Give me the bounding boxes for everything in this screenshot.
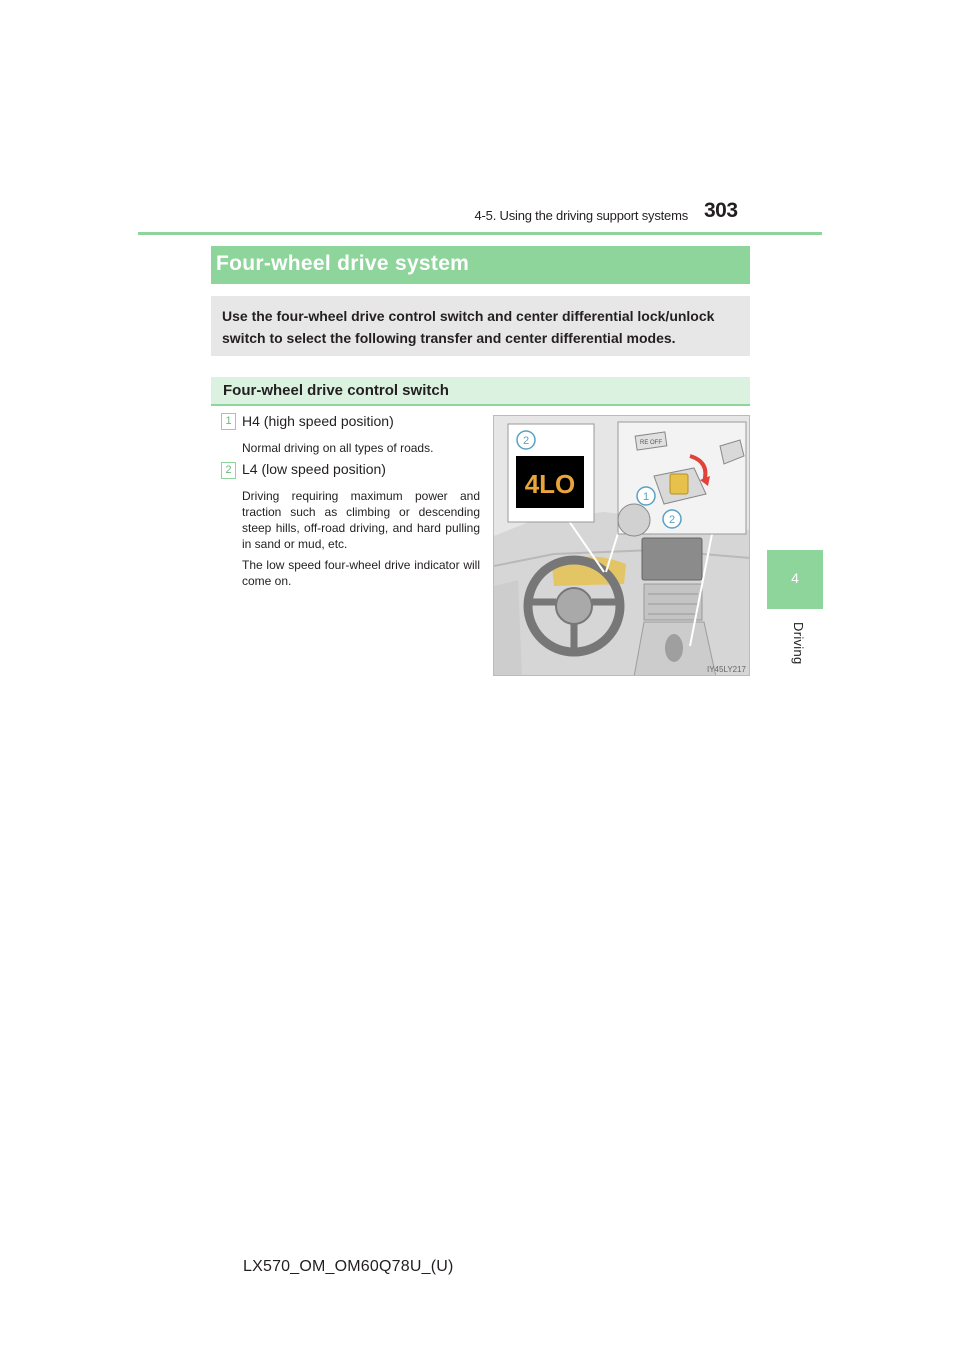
section-title: 4-5. Using the driving support systems <box>474 208 688 223</box>
chapter-label: Driving <box>791 622 806 665</box>
title-band <box>211 246 750 284</box>
footer-model-code: LX570_OM_OM60Q78U_(U) <box>243 1258 454 1275</box>
item-description-2: Driving requiring maximum power and traction such as climbing or descending steep hills, off-road driving, and hard pulling in sand or mud, etc. <box>242 489 480 551</box>
chapter-number: 4 <box>791 570 799 586</box>
illustration-art <box>494 416 750 676</box>
item-label-2: L4 (low speed position) <box>242 461 386 477</box>
intro-text: Use the four-wheel drive control switch and center differential lock/unlock switch to select the following transfer and center differential modes. <box>222 308 715 346</box>
subheading: Four-wheel drive control switch <box>223 382 449 399</box>
intro-box <box>211 296 750 356</box>
page-number: 303 <box>704 199 738 222</box>
figure-code: IY45LY217 <box>707 665 746 674</box>
header-rule <box>138 232 822 235</box>
item-description-1: Normal driving on all types of roads. <box>242 441 434 455</box>
item-number-1: 1 <box>221 413 236 430</box>
indicator-4lo-text: 4LO <box>524 469 576 499</box>
item-label-1: H4 (high speed position) <box>242 413 394 429</box>
item-note-2: The low speed four-wheel drive indicator will come on. <box>242 558 480 588</box>
page-title: Four-wheel drive system <box>216 252 470 275</box>
subheading-band <box>211 377 750 406</box>
callout-1-switch: 1 <box>642 491 650 503</box>
callout-2-indicator: 2 <box>522 435 530 447</box>
item-number-2: 2 <box>221 462 236 479</box>
dashboard-illustration <box>493 415 750 676</box>
switch-label-text: RE OFF <box>640 440 662 446</box>
callout-2-switch: 2 <box>668 514 676 526</box>
